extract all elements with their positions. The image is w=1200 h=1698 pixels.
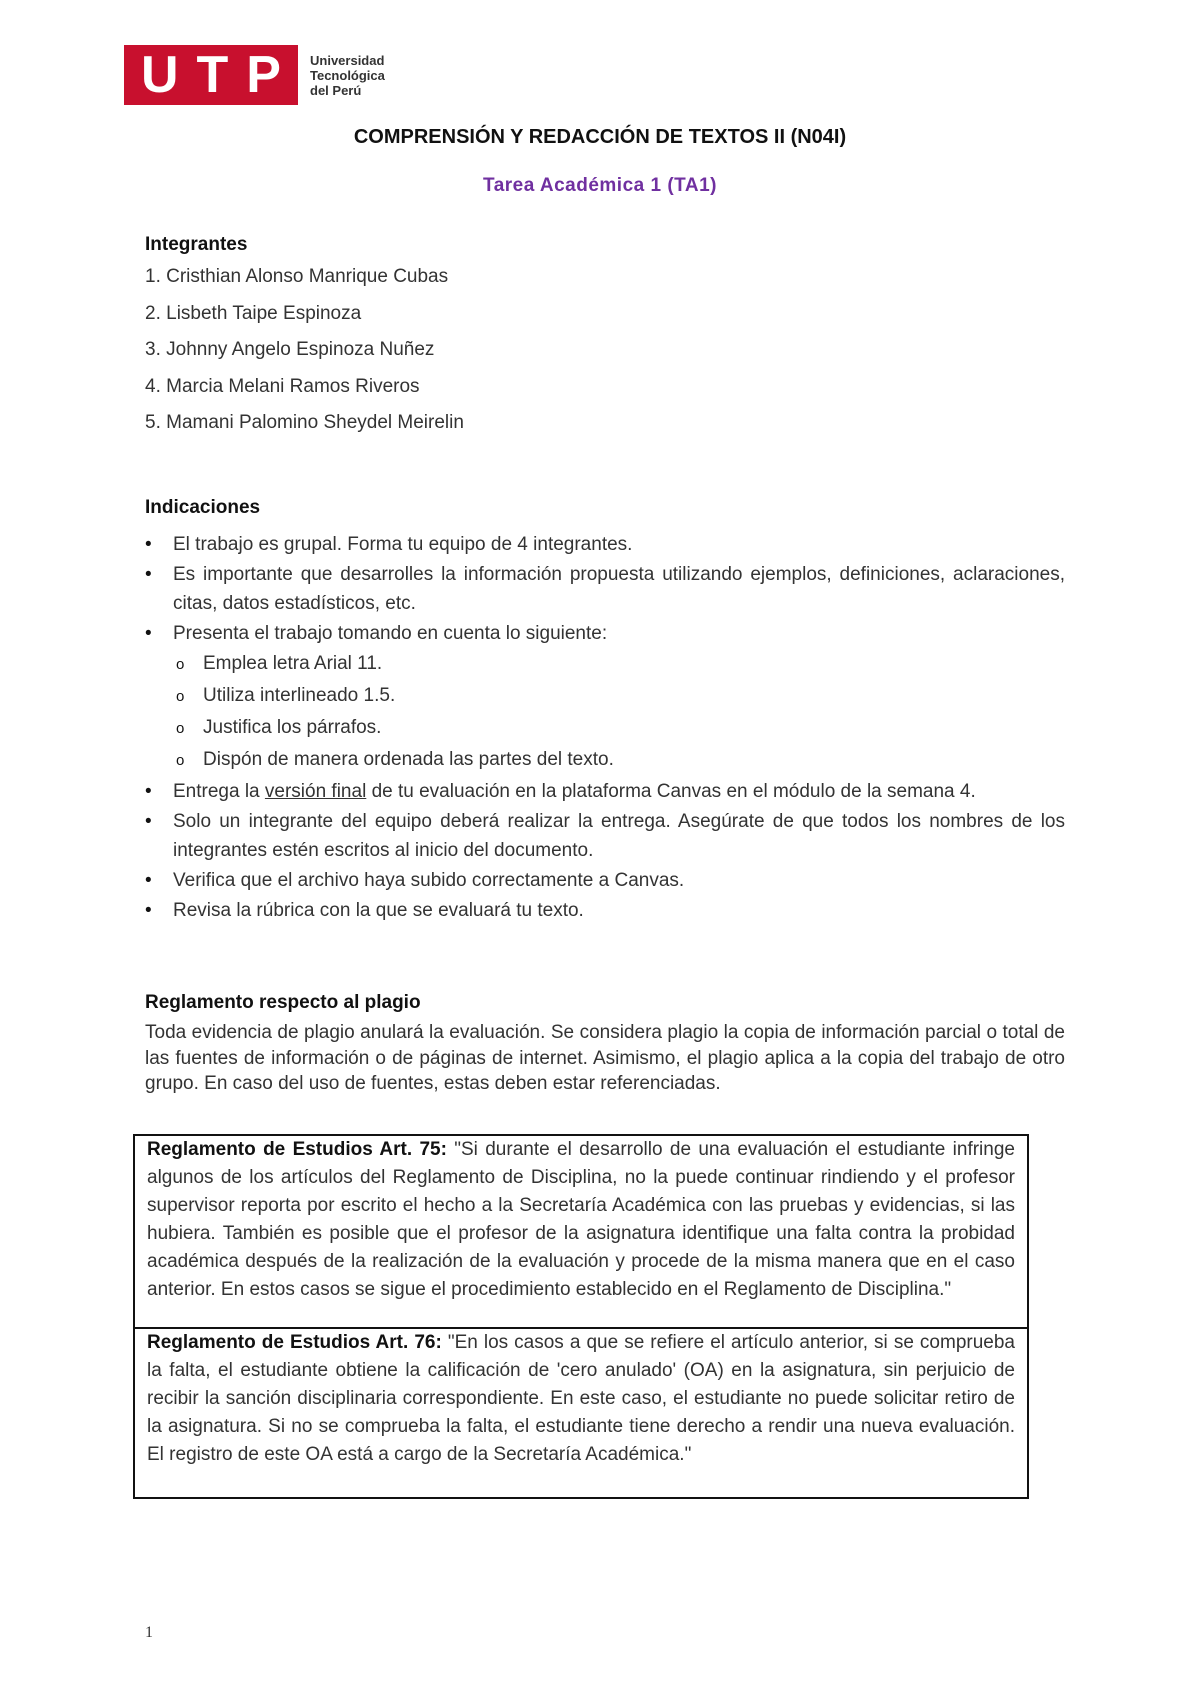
instruction-text: Entrega la (173, 781, 265, 802)
instruction-text: Presenta el trabajo tomando en cuenta lo siguiente: (173, 623, 608, 644)
format-item: o Emplea letra Arial 11. (173, 648, 1065, 680)
members-list (145, 266, 464, 449)
article-76-label: Reglamento de Estudios Art. 76: (147, 1332, 442, 1353)
logo-letter-p: P (246, 46, 281, 104)
document-subtitle: Tarea Académica 1 (TA1) (483, 175, 717, 196)
instruction-item: • El trabajo es grupal. Forma tu equipo de 4 integrantes. (145, 530, 1065, 559)
instructions-list (145, 530, 1065, 926)
article-75-text: "Si durante el desarrollo de una evaluación el estudiante infringe algunos de los artículos del Reglamento de Disciplina, no la puede continuar rindiendo y el profesor supervisor reporta por escrito el hecho a la Secretaría Académica con las pruebas y evidencias, si las hubiera. También es posible que el profesor de la asignatura identifique una falta contra la probidad académica después de la realización de la evaluación y procede de la misma manera que en el caso anterior. En estos casos se sigue el procedimiento establecido en el Reglamento de Disciplina." (147, 1139, 1015, 1300)
article-76-box (133, 1329, 1029, 1499)
format-item: o Dispón de manera ordenada las partes del texto. (173, 744, 1065, 776)
logo-line-2: Tecnológica (310, 67, 385, 83)
page-number: 1 (145, 1624, 153, 1641)
member-item: 4. Marcia Melani Ramos Riveros (145, 375, 420, 397)
member-item: 5. Mamani Palomino Sheydel Meirelin (145, 412, 464, 433)
instruction-text: de tu evaluación en la plataforma Canvas en el módulo de la semana 4. (366, 781, 976, 802)
instruction-item: • Es importante que desarrolles la información propuesta utilizando ejemplos, definiciones, aclaraciones, citas, datos estadísticos, etc. (145, 560, 1065, 618)
article-76-text: "En los casos a que se refiere el artículo anterior, si se comprueba la falta, el estudiante obtiene la calificación de 'cero anulado' (OA) en la asignatura, sin perjuicio de recibir la sanción disciplinaria correspondiente. En este caso, el estudiante no puede solicitar retiro de la asignatura. Si no se comprueba la falta, el estudiante tiene derecho a rendir una nueva evaluación. El registro de este OA está a cargo de la Secretaría Académica." (147, 1332, 1015, 1465)
logo-mark (124, 45, 298, 105)
final-version-underline: versión final (264, 781, 367, 802)
format-item: o Justifica los párrafos. (173, 712, 1065, 744)
document-title: COMPRENSIÓN Y REDACCIÓN DE TEXTOS II (N04I) (353, 126, 847, 148)
member-item: 1. Cristhian Alonso Manrique Cubas (145, 266, 449, 287)
logo-letter-t: T (196, 46, 229, 104)
instruction-item: • Revisa la rúbrica con la que se evaluará tu texto. (145, 896, 1065, 925)
plagiarism-heading: Reglamento respecto al plagio (145, 992, 421, 1013)
member-item: 2. Lisbeth Taipe Espinoza (145, 302, 362, 324)
logo-wordmark (310, 53, 385, 98)
instruction-item (145, 619, 1065, 776)
members-heading: Integrantes (145, 234, 248, 255)
instructions-heading: Indicaciones (145, 497, 261, 518)
instruction-item: • Verifica que el archivo haya subido correctamente a Canvas. (145, 866, 1065, 895)
plagiarism-paragraph: Toda evidencia de plagio anulará la evaluación. Se considera plagio la copia de información parcial o total de las fuentes de información o de páginas de internet. Asimismo, el plagio aplica a la copia del trabajo de otro grupo. En caso del uso de fuentes, estas deben estar referenciadas. (145, 1022, 1065, 1094)
format-sublist (173, 648, 1065, 776)
instruction-item (145, 777, 1065, 806)
utp-logo (124, 45, 385, 105)
article-75-box (133, 1134, 1029, 1329)
logo-line-3: del Perú (310, 82, 362, 98)
logo-letter-u: U (140, 46, 179, 104)
format-item: o Utiliza interlineado 1.5. (173, 680, 1065, 712)
member-item: 3. Johnny Angelo Espinoza Nuñez (145, 339, 435, 360)
logo-line-1: Universidad (310, 52, 385, 68)
instruction-item: • Solo un integrante del equipo deberá realizar la entrega. Asegúrate de que todos los nombres de los integrantes estén escritos al inicio del documento. (145, 807, 1065, 865)
article-75-label: Reglamento de Estudios Art. 75: (147, 1139, 447, 1160)
